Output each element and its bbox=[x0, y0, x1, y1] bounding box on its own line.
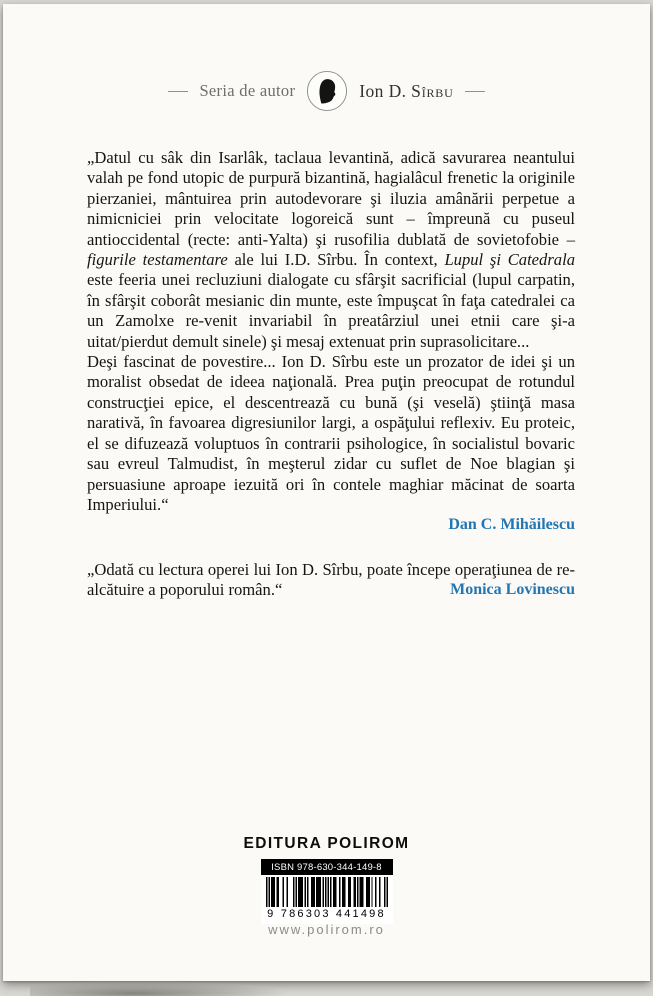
barcode-icon bbox=[261, 875, 393, 907]
review1-book-title: Lupul şi Catedrala bbox=[444, 250, 576, 270]
barcode-digits: 9 786303 441498 bbox=[261, 907, 393, 924]
review1-seg-2: ale lui I.D. Sîrbu. În context, bbox=[227, 250, 445, 270]
header-rule-left bbox=[168, 91, 188, 92]
publisher-website: www.polirom.ro bbox=[268, 922, 385, 937]
header-rule-right bbox=[465, 91, 485, 92]
author-first-name: Ion D. bbox=[359, 80, 412, 101]
review-text-block bbox=[87, 148, 575, 601]
review1-seg-3: este feeria unei recluziuni dialogate cu sfârşit sacrificial (lupul carpatin, în sfârşit coborât mesianic din munte, este împuşcat în faţa catedralei ca un Zamolxe re-venit invariabil în preatârziul unei etnii care şi-a uitat/pierdut demult sinele) şi mesaj extenuat prin suprasolicitare... bbox=[87, 270, 575, 351]
author-surname: Sîrbu bbox=[411, 80, 454, 101]
review2-text: „Odată cu lectura operei lui Ion D. Sîrbu, poate începe operaţiunea de re-alcătuire a poporului român.“ bbox=[87, 559, 575, 600]
review2-attribution: Monica Lovinescu bbox=[450, 581, 575, 599]
barcode-block bbox=[261, 859, 393, 924]
isbn-label: ISBN 978-630-344-149-8 bbox=[261, 859, 393, 875]
review1-attribution: Dan C. Mihăilescu bbox=[448, 516, 575, 534]
review1-seg-italic-1: figurile testamentare bbox=[87, 250, 228, 270]
review2 bbox=[87, 560, 575, 601]
scan-shadow bbox=[30, 982, 290, 996]
series-author-name bbox=[359, 81, 453, 102]
review1-seg-1: „Datul cu sâk din Isarlâk, taclaua levantină, adică savurarea neantului valah pe fond utopic de purpură bizantină, hagialâcul frenetic la originile pierzaniei, mântuirea prin autodevorare şi iluzia amânării perpetue a nimicniciei prin velocitate logoreică sunt – împreună cu puseul antioccidental (recte: anti-Yalta) şi rusofilia dublată de sovietofobie – bbox=[87, 148, 575, 249]
review1-paragraph2: Deşi fascinat de povestire... Ion D. Sîrbu este un prozator de idei şi un moralist obsedat de ideea naţională. Prea puţin preocupat de rotundul construcţiei epice, el descentrează cu bună (şi veselă) ştiinţă masa narativă, în favoarea digresiunilor largi, a ospăţului reflexiv. Eu proteic, el se difuzează voluptuos în contrarii psihologice, în socialistul bovaric sau evreul Talmudist, în meşterul zidar cu suflet de Noe blagian şi persuasiune aproape iezuită ori în contele maghiar măcinat de soarta Imperiului.“ bbox=[87, 352, 575, 514]
author-portrait-icon bbox=[306, 70, 348, 112]
page bbox=[3, 4, 650, 981]
publisher-name: EDITURA POLIROM bbox=[243, 835, 410, 852]
review1-paragraph1 bbox=[87, 148, 575, 352]
series-header bbox=[3, 70, 650, 112]
series-label: Seria de autor bbox=[199, 81, 296, 100]
